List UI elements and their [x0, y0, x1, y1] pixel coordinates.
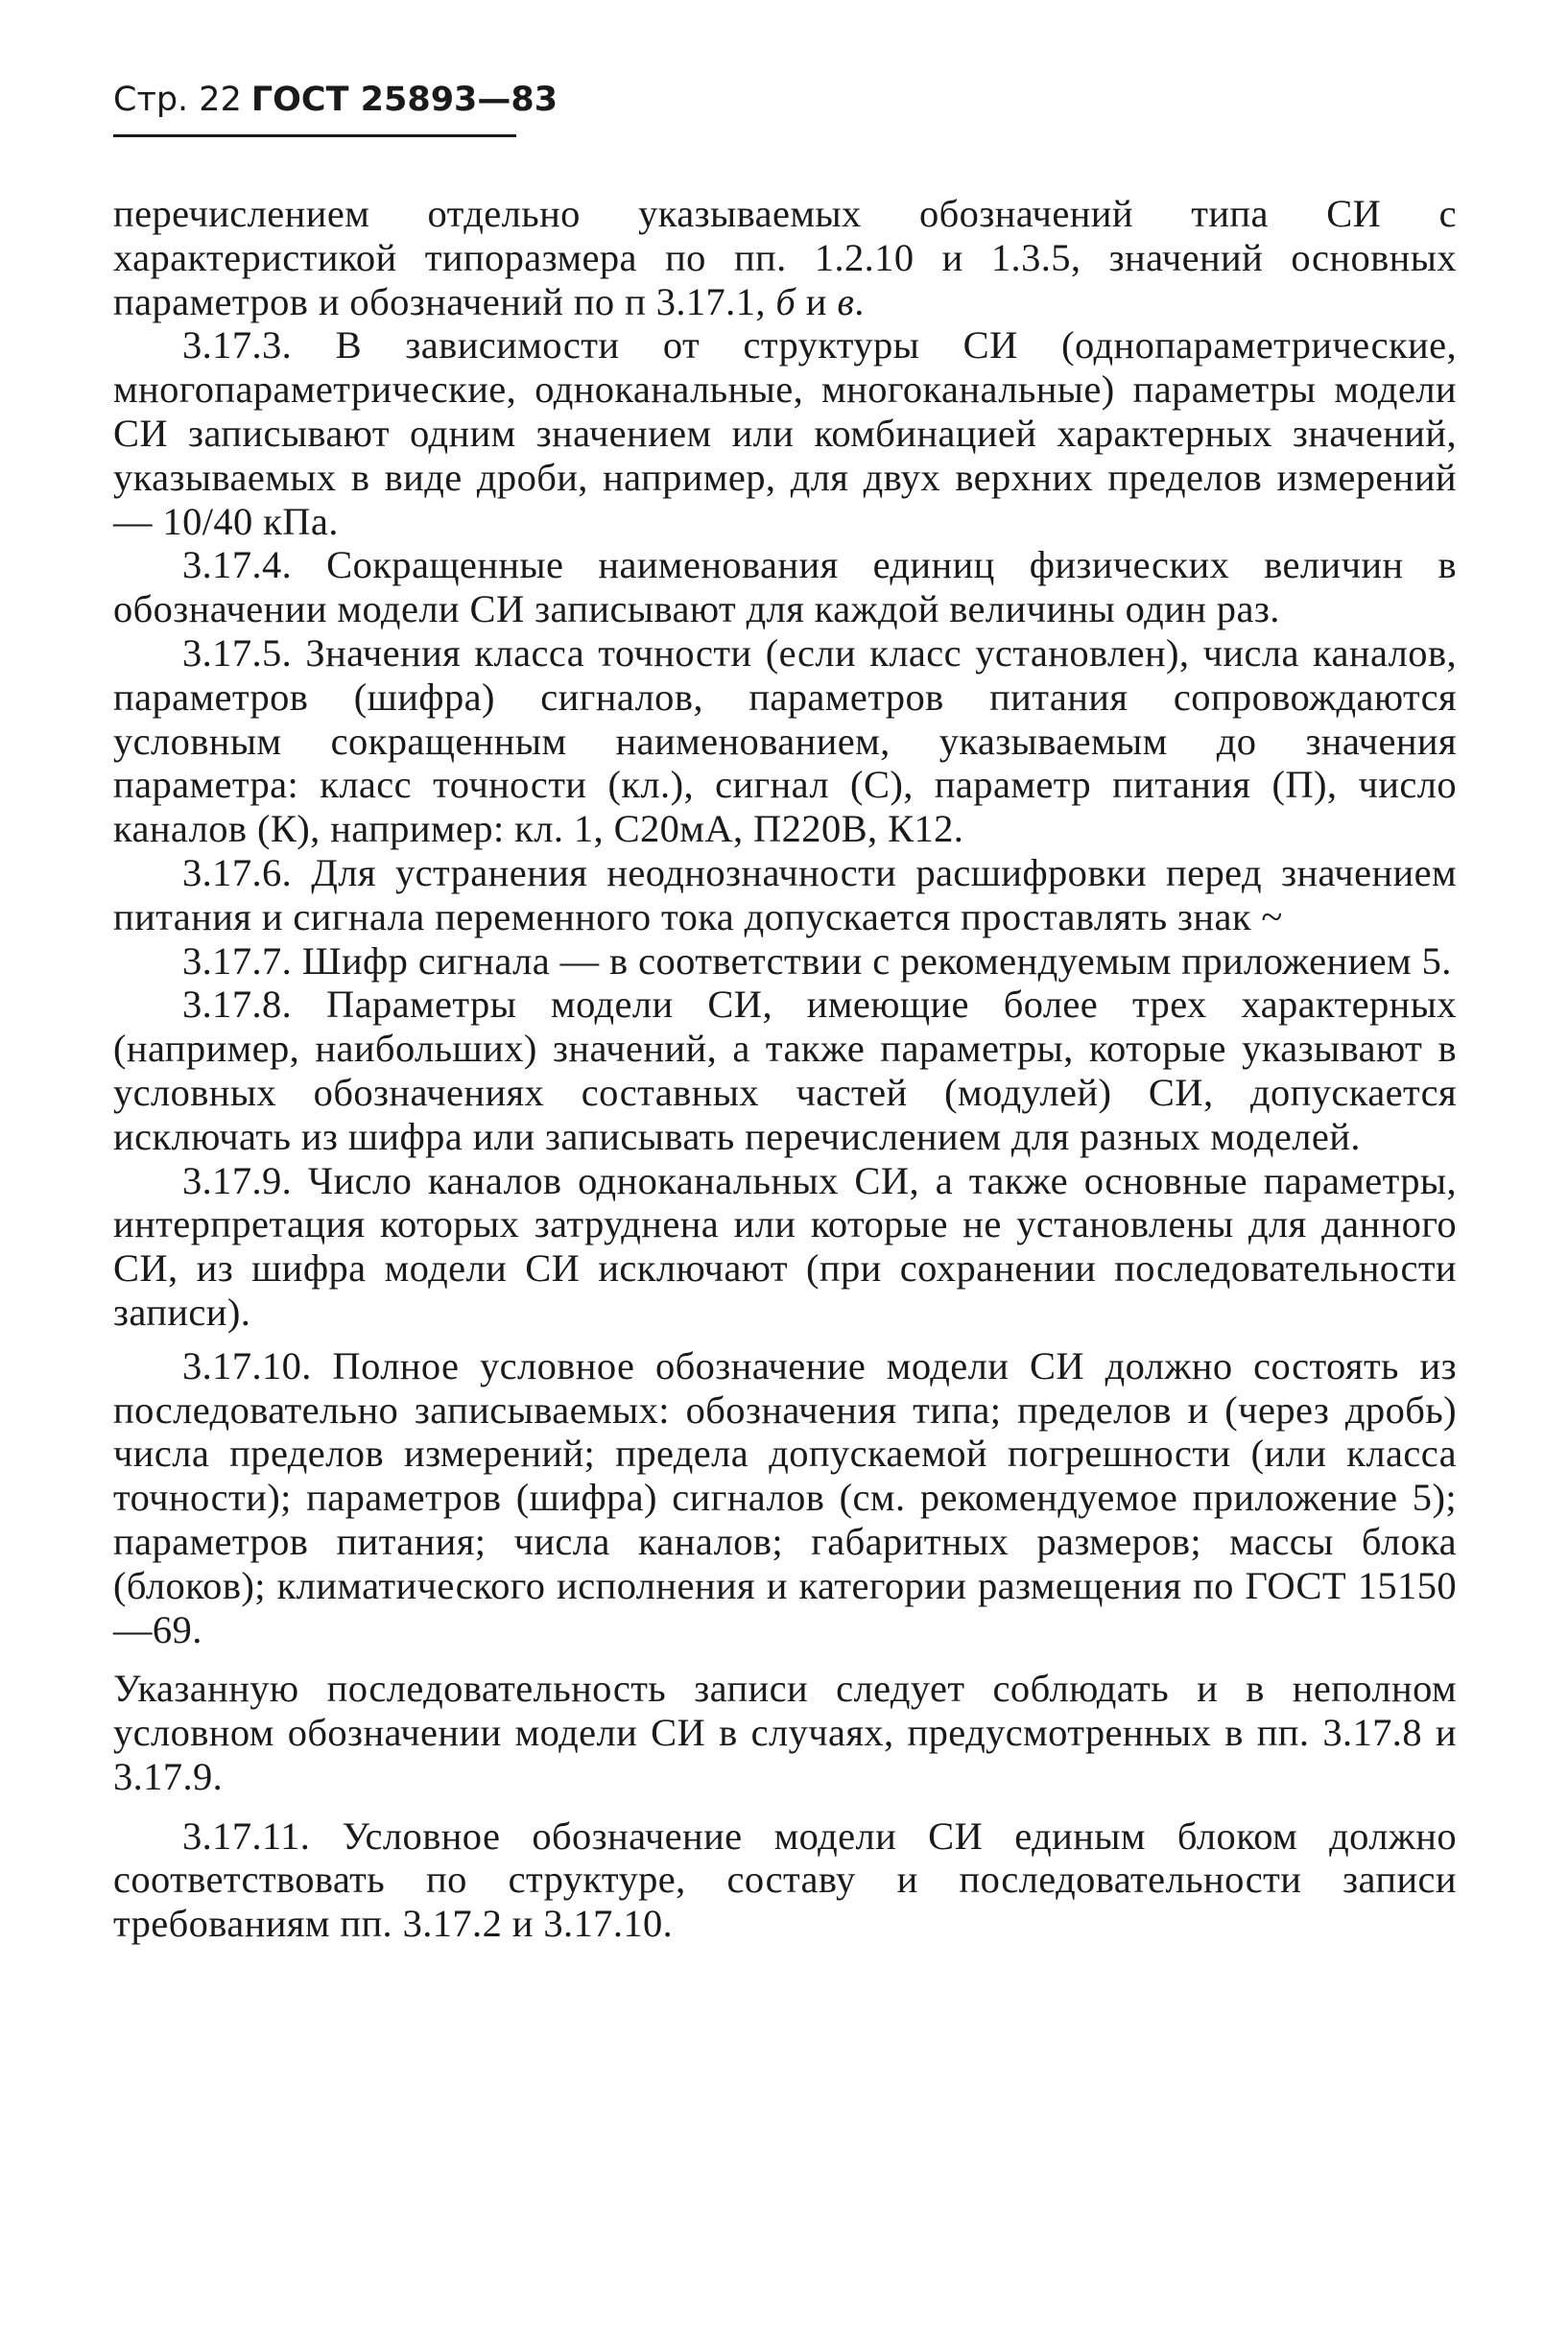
paragraph-3-17-10: 3.17.10. Полное условное обозначение модели СИ должно состоять из последовательно записываемых: обозначения типа; пределов и (через дробь) числа пределов измерений; предела допускаемой погрешности (или класса точности); параметров (шифра) сигналов (см. рекомендуемое приложение 5); параметров питания; числа каналов; габаритных размеров; массы блока (блоков); климатического исполнения и категории размещения по ГОСТ 15150—69.: [113, 1343, 1457, 1651]
paragraph-continuation: [113, 192, 1457, 323]
page-number: Стр. 22: [113, 81, 242, 119]
paragraph-end: .: [854, 279, 865, 323]
paragraph-sequence-note: Указанную последовательность записи следует соблюдать и в неполном условном обозначении модели СИ в случаях, предусмотренных в пп. 3.17.8 и 3.17.9.: [113, 1667, 1457, 1798]
paragraph-3-17-3: 3.17.3. В зависимости от структуры СИ (однопараметрические, многопараметрические, одноканальные, многоканальные) параметры модели СИ записывают одним значением или комбинацией характерных значений, указываемых в виде дроби, например, для двух верхних пределов измерений — 10/40 кПа.: [113, 323, 1457, 543]
paragraph-3-17-6: 3.17.6. Для устранения неоднозначности расшифровки перед значением питания и сигнала переменного тока допускается проставлять знак ~: [113, 850, 1457, 938]
paragraph-3-17-5: 3.17.5. Значения класса точности (если класс установлен), числа каналов, параметров (шифра) сигналов, параметров питания сопровождаются условным сокращенным наименованием, указываемым до значения параметра: класс точности (кл.), сигнал (С), параметр питания (П), число каналов (К), например: кл. 1, С20мА, П220В, К12.: [113, 630, 1457, 851]
item-b-italic: б: [775, 279, 796, 323]
paragraph-3-17-4: 3.17.4. Сокращенные наименования единиц физических величин в обозначении модели СИ записывают для каждой величины один раз.: [113, 543, 1457, 631]
header-rule: [113, 134, 516, 137]
paragraph-3-17-8: 3.17.8. Параметры модели СИ, имеющие более трех характерных (например, наибольших) значений, а также параметры, которые указывают в условных обозначениях составных частей (модулей) СИ, допускается исключать из шифра или записывать перечислением для разных моделей.: [113, 983, 1457, 1158]
paragraph-3-17-9: 3.17.9. Число каналов одноканальных СИ, а также основные параметры, интерпретация которых затруднена или которые не установлены для данного СИ, из шифра модели СИ исключают (при сохранении последовательности записи).: [113, 1158, 1457, 1334]
item-v-italic: в: [837, 279, 855, 323]
paragraph-text: перечислением отдельно указываемых обозначений типа СИ с характеристикой типоразмера по пп. 1.2.10 и 1.3.5, значений основных параметров и обозначений по п 3.17.1,: [113, 192, 1457, 323]
paragraph-3-17-7: 3.17.7. Шифр сигнала — в соответствии с рекомендуемым приложением 5.: [182, 938, 1452, 983]
document-body: [113, 192, 1457, 1946]
page-header: [113, 81, 558, 119]
standard-number: ГОСТ 25893—83: [250, 81, 558, 119]
paragraph-3-17-11: 3.17.11. Условное обозначение модели СИ единым блоком должно соответствовать по структуре, составу и последовательности записи требованиям пп. 3.17.2 и 3.17.10.: [113, 1814, 1457, 1946]
conjunction-text: и: [796, 279, 838, 323]
